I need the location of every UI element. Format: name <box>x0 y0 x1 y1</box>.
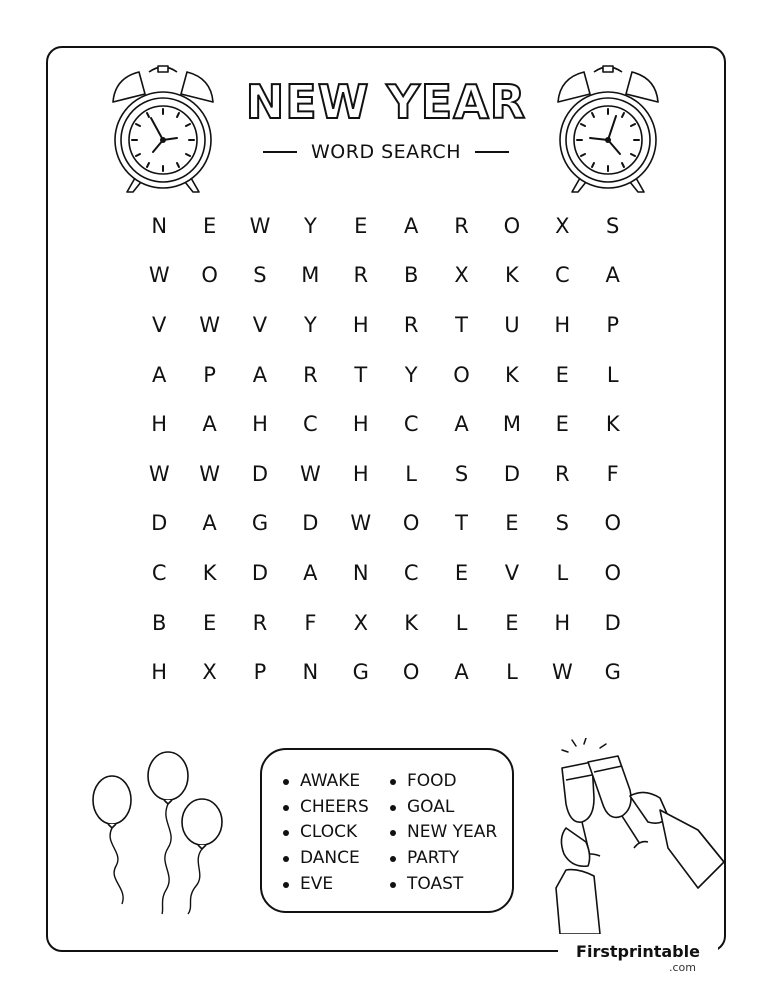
grid-letter: W <box>148 263 170 288</box>
grid-letter: H <box>151 660 168 685</box>
grid-letter: V <box>252 312 268 337</box>
grid-letter: O <box>604 511 621 536</box>
grid-letter: B <box>403 263 419 288</box>
grid-letter: L <box>606 362 619 387</box>
grid-letter: A <box>152 362 167 387</box>
grid-letter: K <box>404 610 419 635</box>
word-list-item: GOAL <box>387 795 497 821</box>
grid-letter: R <box>353 263 369 288</box>
word-list-column-2 <box>387 769 497 897</box>
grid-letter: W <box>199 312 220 337</box>
grid-letter: G <box>352 660 369 685</box>
brand-tld: .com <box>669 961 696 974</box>
grid-letter: C <box>151 560 167 585</box>
grid-letter: H <box>352 461 369 486</box>
grid-letter: O <box>402 511 420 536</box>
subtitle-rule-right <box>475 151 509 153</box>
word-list-item: EVE <box>280 872 369 898</box>
alarm-clock-icon <box>550 58 666 198</box>
balloons-icon <box>88 748 228 918</box>
grid-letter: O <box>503 213 521 238</box>
grid-letter: P <box>253 660 267 685</box>
word-list-item: CLOCK <box>280 820 369 846</box>
grid-letter: D <box>604 610 621 635</box>
word-list-item: NEW YEAR <box>387 820 497 846</box>
subtitle-row <box>250 138 522 166</box>
grid-letter: E <box>202 213 217 238</box>
grid-letter: O <box>453 362 470 387</box>
grid-letter: A <box>252 362 268 387</box>
grid-letter: R <box>252 610 268 635</box>
grid-letter: P <box>203 362 216 387</box>
grid-letter: H <box>554 312 571 337</box>
grid-letter: S <box>454 461 469 486</box>
grid-letter: M <box>502 412 521 437</box>
grid-letter: D <box>302 511 319 536</box>
word-list-item: TOAST <box>387 872 497 898</box>
word-list-box <box>260 748 514 913</box>
page-subtitle: WORD SEARCH <box>311 141 461 163</box>
grid-letter: X <box>353 610 368 635</box>
alarm-clock-icon <box>105 58 221 198</box>
grid-letter: G <box>251 511 269 536</box>
word-list-item: CHEERS <box>280 795 369 821</box>
grid-letter: U <box>504 312 520 337</box>
brand-logo <box>558 942 718 978</box>
grid-letter: L <box>506 660 518 685</box>
grid-letter: O <box>604 560 621 585</box>
word-list-item: FOOD <box>387 769 497 795</box>
grid-letter: Y <box>404 362 418 387</box>
grid-letter: B <box>151 610 167 635</box>
grid-letter: G <box>604 660 621 685</box>
grid-letter: N <box>352 560 369 585</box>
grid-letter: H <box>352 412 369 437</box>
grid-letter: W <box>551 660 573 685</box>
grid-letter: L <box>455 610 468 635</box>
word-list-item: DANCE <box>280 846 369 872</box>
subtitle-rule-left <box>263 151 297 153</box>
grid-letter: W <box>249 213 271 238</box>
grid-letter: W <box>299 461 321 486</box>
grid-letter: C <box>303 412 318 437</box>
grid-letter: C <box>403 412 419 437</box>
grid-letter: W <box>199 461 220 486</box>
grid-letter: E <box>354 213 368 238</box>
grid-letter: E <box>454 560 469 585</box>
grid-letter: D <box>151 511 168 536</box>
grid-letter: K <box>605 412 620 437</box>
grid-letter: N <box>302 660 319 685</box>
grid-letter: X <box>555 213 570 238</box>
grid-letter: M <box>301 263 320 288</box>
grid-letter: A <box>202 412 217 437</box>
grid-letter: H <box>252 412 268 437</box>
grid-letter: X <box>202 660 217 685</box>
grid-letter: E <box>505 610 519 635</box>
grid-letter: L <box>556 560 569 585</box>
grid-letter: A <box>605 263 620 288</box>
grid-letter: F <box>606 461 619 486</box>
grid-letter: T <box>455 312 468 337</box>
grid-letter: A <box>454 660 469 685</box>
grid-letter: E <box>202 610 217 635</box>
grid-letter: H <box>151 412 168 437</box>
grid-letter: O <box>402 660 420 685</box>
grid-letter: A <box>202 511 217 536</box>
grid-letter: Y <box>303 213 317 238</box>
grid-letter: H <box>352 312 369 337</box>
grid-letter: C <box>554 263 570 288</box>
grid-letter: E <box>555 362 569 387</box>
grid-letter: S <box>253 263 267 288</box>
champagne-toast-icon <box>548 738 728 934</box>
word-list-item: PARTY <box>387 846 497 872</box>
grid-letter: D <box>503 461 521 486</box>
grid-letter: R <box>403 312 419 337</box>
grid-letter: W <box>350 511 372 536</box>
grid-letter: N <box>151 213 168 238</box>
grid-letter: C <box>403 560 419 585</box>
grid-letter: R <box>303 362 318 387</box>
grid-letter: K <box>202 560 217 585</box>
word-list-item: AWAKE <box>280 769 369 795</box>
page-title: NEW YEAR <box>245 75 527 129</box>
grid-letter: L <box>405 461 417 486</box>
grid-letter: E <box>555 412 569 437</box>
grid-letter: R <box>454 213 469 238</box>
grid-letter: Y <box>303 312 317 337</box>
grid-letter: A <box>403 213 419 238</box>
grid-letter: K <box>505 263 519 288</box>
grid-letter: F <box>304 610 317 635</box>
grid-letter: D <box>251 461 269 486</box>
word-list-column-1 <box>280 769 369 897</box>
grid-letter: S <box>606 213 620 238</box>
grid-letter: D <box>251 560 269 585</box>
grid-letter: A <box>454 412 469 437</box>
brand-name: Firstprintable <box>576 942 700 961</box>
grid-letter: T <box>354 362 368 387</box>
grid-letter: V <box>152 312 167 337</box>
grid-letter: E <box>505 511 519 536</box>
grid-letter: P <box>606 312 620 337</box>
grid-letter: H <box>554 610 571 635</box>
grid-letter: S <box>555 511 569 536</box>
grid-letter: W <box>148 461 170 486</box>
grid-letter: X <box>454 263 469 288</box>
grid-letter: A <box>303 560 318 585</box>
grid-letter: O <box>201 263 218 288</box>
grid-letter: V <box>504 560 520 585</box>
grid-letter: K <box>505 362 519 387</box>
grid-letter: T <box>455 511 468 536</box>
grid-letter: R <box>555 461 570 486</box>
letter-grid <box>134 201 638 697</box>
